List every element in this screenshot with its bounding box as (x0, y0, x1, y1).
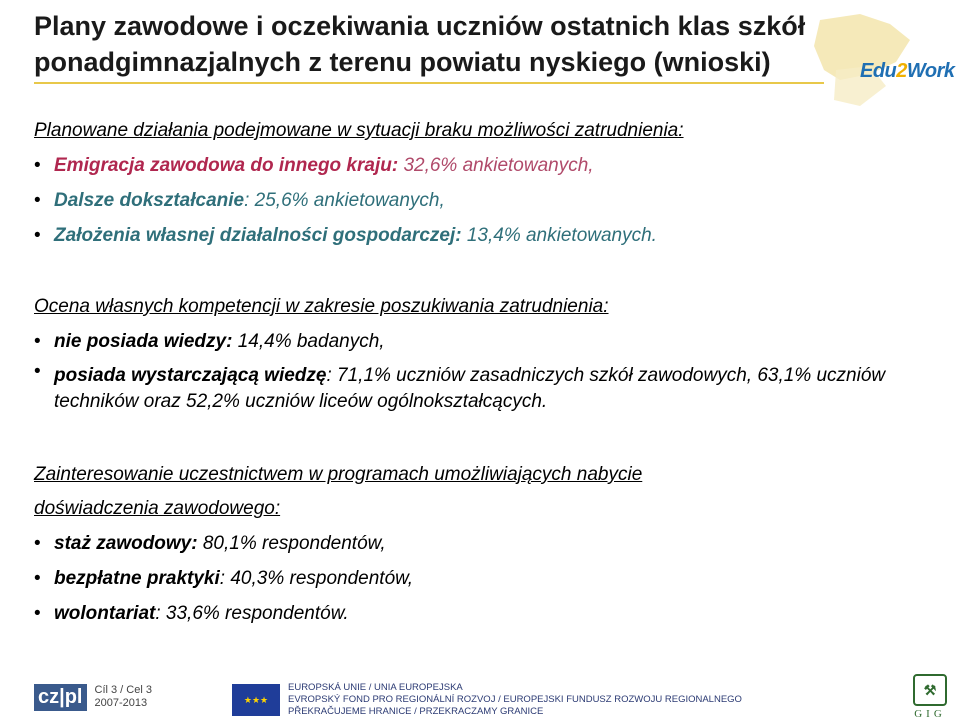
bullet-list (34, 526, 934, 631)
page-title-line2: ponadgimnazjalnych z terenu powiatu nyskiego (wnioski) (34, 47, 771, 77)
list-item: • staż zawodowy: 80,1% respondentów, (34, 526, 934, 561)
list-item: • nie posiada wiedzy: 14,4% badanych, (34, 324, 934, 359)
page-header (34, 8, 824, 80)
gig-logo: ⚒ GIG (906, 674, 954, 720)
section-employment-actions (34, 114, 934, 253)
title-divider (34, 82, 824, 84)
czpl-logo: cz|pl Cíl 3 / Cel 3 2007-2013 (34, 680, 152, 714)
eu-funding-text: EUROPSKÁ UNIE / UNIA EUROPEJSKA EVROPSKÝ FOND PRO REGIONÁLNÍ ROZVOJ / EUROPEJSKI FUNDUSZ ROZWOJU REGIONALNEGO PŘEKRAČUJEME HRANICE / PRZEKRACZAMY GRANICE (288, 682, 742, 717)
page-title (34, 8, 824, 80)
footer (0, 670, 960, 723)
section-experience-programs (34, 458, 934, 631)
page-title-line1: Plany zawodowe i oczekiwania uczniów ostatnich klas szkół (34, 11, 806, 41)
edu2work-logo-text: Edu2Work (860, 60, 955, 82)
list-item: • posiada wystarczającą wiedzę: 71,1% uczniów zasadniczych szkół zawodowych, 63,1% uczniów techników oraz 52,2% uczniów liceów ogólnokształcących. (34, 359, 934, 419)
eu-flag-icon: ★★★ (232, 684, 280, 716)
section-title: Zainteresowanie uczestnictwem w programach umożliwiających nabycie doświadczenia zawodowego: (34, 464, 643, 519)
section-title: Ocena własnych kompetencji w zakresie poszukiwania zatrudnienia: (34, 296, 609, 317)
list-item: • bezpłatne praktyki: 40,3% respondentów, (34, 561, 934, 596)
list-item: • wolontariat: 33,6% respondentów. (34, 596, 934, 631)
bullet-list (34, 148, 934, 253)
section-competence-assessment (34, 290, 934, 419)
list-item: • Emigracja zawodowa do innego kraju: 32,6% ankietowanych, (34, 148, 934, 183)
list-item: • Dalsze dokształcanie: 25,6% ankietowanych, (34, 183, 934, 218)
bullet-list (34, 324, 934, 419)
section-title: Planowane działania podejmowane w sytuacji braku możliwości zatrudnienia: (34, 120, 684, 141)
list-item: • Założenia własnej działalności gospodarczej: 13,4% ankietowanych. (34, 218, 934, 253)
mining-emblem-icon: ⚒ (913, 674, 947, 706)
